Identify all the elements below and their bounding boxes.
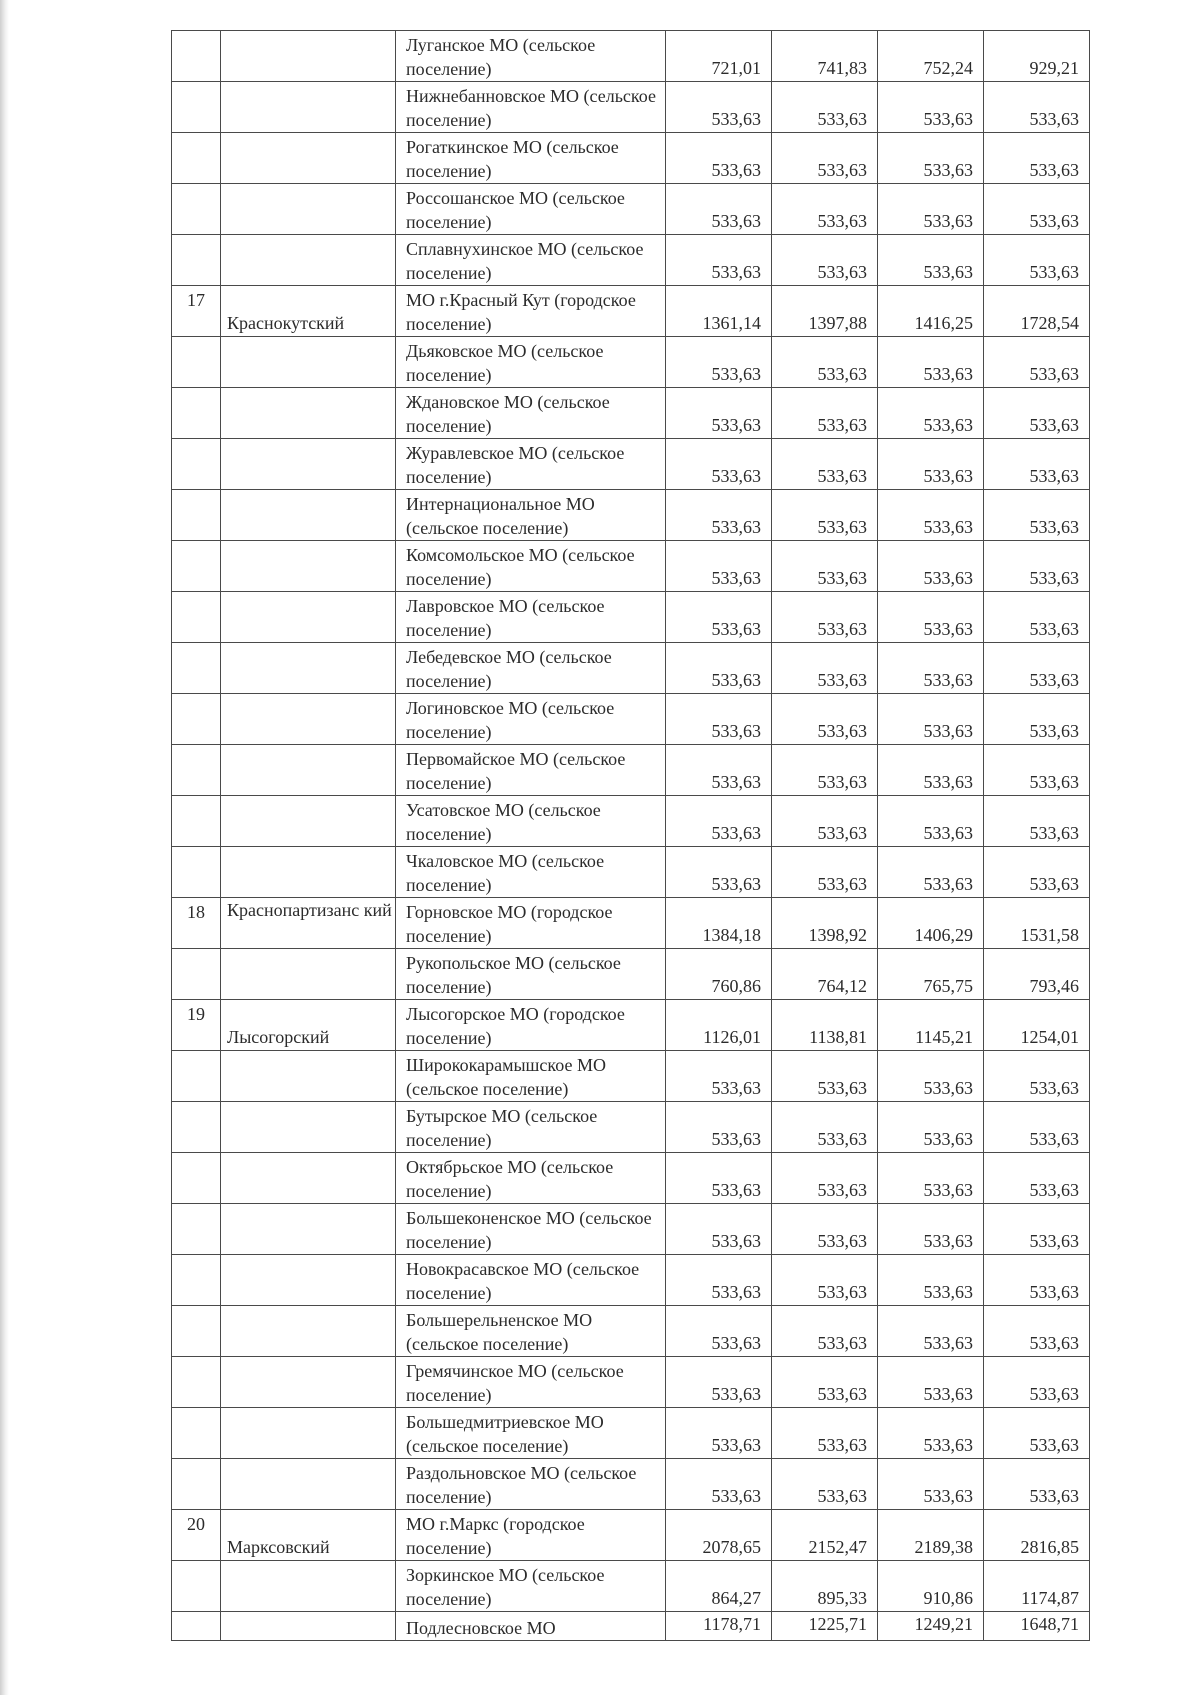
tariff-table-container: [171, 30, 1089, 1641]
value-cell-1: 533,63: [666, 388, 772, 439]
row-number-cell: 17: [172, 286, 221, 337]
row-number-cell: [172, 1051, 221, 1102]
value-cell-1: 533,63: [666, 1459, 772, 1510]
row-number-cell: [172, 1357, 221, 1408]
value-cell-3: 533,63: [878, 337, 984, 388]
district-cell: [221, 1153, 396, 1204]
district-cell: Краснопартизанс кий: [221, 898, 396, 949]
value-cell-2: 533,63: [772, 1357, 878, 1408]
table-row: [172, 898, 1090, 949]
municipality-cell: Ждановское МО (сельское поселение): [396, 388, 666, 439]
value-cell-2: 895,33: [772, 1561, 878, 1612]
value-cell-3: 533,63: [878, 694, 984, 745]
value-cell-1: 533,63: [666, 1357, 772, 1408]
row-number-cell: [172, 1153, 221, 1204]
value-cell-3: 533,63: [878, 184, 984, 235]
value-cell-3: 533,63: [878, 439, 984, 490]
district-cell: [221, 694, 396, 745]
value-cell-2: 533,63: [772, 847, 878, 898]
table-row: [172, 1255, 1090, 1306]
value-cell-2: 533,63: [772, 439, 878, 490]
value-cell-3: 752,24: [878, 31, 984, 82]
table-row: [172, 949, 1090, 1000]
district-cell: Лысогорский: [221, 1000, 396, 1051]
table-row: [172, 1204, 1090, 1255]
municipality-cell: Большерельненское МО (сельское поселение): [396, 1306, 666, 1357]
district-cell: [221, 592, 396, 643]
value-cell-4: 1254,01: [984, 1000, 1090, 1051]
municipality-cell: Первомайское МО (сельское поселение): [396, 745, 666, 796]
value-cell-2: 533,63: [772, 796, 878, 847]
row-number-cell: [172, 439, 221, 490]
row-number-cell: 20: [172, 1510, 221, 1561]
municipality-cell: Зоркинское МО (сельское поселение): [396, 1561, 666, 1612]
district-cell: [221, 1357, 396, 1408]
value-cell-2: 533,63: [772, 1255, 878, 1306]
value-cell-3: 533,63: [878, 1408, 984, 1459]
value-cell-4: 1728,54: [984, 286, 1090, 337]
value-cell-3: 1406,29: [878, 898, 984, 949]
value-cell-2: 2152,47: [772, 1510, 878, 1561]
table-row: [172, 1051, 1090, 1102]
value-cell-4: 533,63: [984, 643, 1090, 694]
municipality-cell: Логиновское МО (сельское поселение): [396, 694, 666, 745]
row-number-cell: 19: [172, 1000, 221, 1051]
table-row: [172, 847, 1090, 898]
value-cell-2: 533,63: [772, 745, 878, 796]
municipality-cell: Комсомольское МО (сельское поселение): [396, 541, 666, 592]
value-cell-3: 533,63: [878, 643, 984, 694]
municipality-cell: Ширококарамышское МО (сельское поселение): [396, 1051, 666, 1102]
row-number-cell: [172, 1561, 221, 1612]
municipality-cell: МО г.Красный Кут (городское поселение): [396, 286, 666, 337]
value-cell-2: 1397,88: [772, 286, 878, 337]
value-cell-4: 533,63: [984, 1408, 1090, 1459]
municipality-cell: Интернациональное МО (сельское поселение): [396, 490, 666, 541]
table-row: [172, 1153, 1090, 1204]
district-cell: [221, 1102, 396, 1153]
municipality-cell: Горновское МО (городское поселение): [396, 898, 666, 949]
table-row: [172, 286, 1090, 337]
row-number-cell: [172, 796, 221, 847]
value-cell-4: 793,46: [984, 949, 1090, 1000]
row-number-cell: [172, 643, 221, 694]
row-number-cell: [172, 592, 221, 643]
value-cell-1: 533,63: [666, 745, 772, 796]
value-cell-1: 721,01: [666, 31, 772, 82]
value-cell-2: 533,63: [772, 1306, 878, 1357]
value-cell-2: 533,63: [772, 643, 878, 694]
value-cell-4: 1648,71: [984, 1612, 1090, 1641]
value-cell-3: 533,63: [878, 1306, 984, 1357]
row-number-cell: [172, 82, 221, 133]
table-row: [172, 694, 1090, 745]
value-cell-1: 533,63: [666, 235, 772, 286]
district-cell: [221, 490, 396, 541]
table-row: [172, 1510, 1090, 1561]
value-cell-2: 764,12: [772, 949, 878, 1000]
district-cell: [221, 1306, 396, 1357]
value-cell-4: 533,63: [984, 133, 1090, 184]
value-cell-4: 533,63: [984, 439, 1090, 490]
value-cell-1: 1384,18: [666, 898, 772, 949]
value-cell-1: 533,63: [666, 1153, 772, 1204]
value-cell-2: 533,63: [772, 541, 878, 592]
value-cell-3: 533,63: [878, 388, 984, 439]
district-cell: [221, 643, 396, 694]
municipality-cell: Большеконенское МО (сельское поселение): [396, 1204, 666, 1255]
value-cell-2: 533,63: [772, 337, 878, 388]
row-number-cell: [172, 31, 221, 82]
row-number-cell: 18: [172, 898, 221, 949]
district-cell: [221, 1204, 396, 1255]
district-cell: [221, 745, 396, 796]
value-cell-2: 533,63: [772, 592, 878, 643]
value-cell-3: 533,63: [878, 592, 984, 643]
value-cell-2: 533,63: [772, 1051, 878, 1102]
value-cell-2: 533,63: [772, 1102, 878, 1153]
value-cell-4: 533,63: [984, 337, 1090, 388]
district-cell: [221, 541, 396, 592]
row-number-cell: [172, 1612, 221, 1641]
value-cell-4: 533,63: [984, 1306, 1090, 1357]
table-row: [172, 1357, 1090, 1408]
table-row: [172, 1306, 1090, 1357]
value-cell-3: 765,75: [878, 949, 984, 1000]
row-number-cell: [172, 184, 221, 235]
row-number-cell: [172, 337, 221, 388]
table-row: [172, 1102, 1090, 1153]
table-row: [172, 235, 1090, 286]
municipality-cell: Усатовское МО (сельское поселение): [396, 796, 666, 847]
table-row: [172, 337, 1090, 388]
district-cell: [221, 235, 396, 286]
district-cell: [221, 796, 396, 847]
municipality-cell: Нижнебанновское МО (сельское поселение): [396, 82, 666, 133]
municipality-cell: Октябрьское МО (сельское поселение): [396, 1153, 666, 1204]
value-cell-2: 533,63: [772, 184, 878, 235]
value-cell-4: 533,63: [984, 541, 1090, 592]
table-row: [172, 388, 1090, 439]
row-number-cell: [172, 694, 221, 745]
value-cell-3: 533,63: [878, 1255, 984, 1306]
row-number-cell: [172, 133, 221, 184]
value-cell-1: 1178,71: [666, 1612, 772, 1641]
value-cell-3: 533,63: [878, 796, 984, 847]
value-cell-1: 533,63: [666, 490, 772, 541]
value-cell-1: 533,63: [666, 1255, 772, 1306]
value-cell-1: 533,63: [666, 1051, 772, 1102]
municipality-cell: Журавлевское МО (сельское поселение): [396, 439, 666, 490]
municipality-cell: Раздольновское МО (сельское поселение): [396, 1459, 666, 1510]
municipality-cell: Лавровское МО (сельское поселение): [396, 592, 666, 643]
table-row: [172, 1612, 1090, 1641]
value-cell-2: 1225,71: [772, 1612, 878, 1641]
value-cell-1: 533,63: [666, 592, 772, 643]
value-cell-3: 533,63: [878, 1153, 984, 1204]
table-row: [172, 643, 1090, 694]
row-number-cell: [172, 1459, 221, 1510]
value-cell-2: 533,63: [772, 82, 878, 133]
value-cell-3: 2189,38: [878, 1510, 984, 1561]
row-number-cell: [172, 1102, 221, 1153]
value-cell-3: 533,63: [878, 1459, 984, 1510]
value-cell-3: 533,63: [878, 1102, 984, 1153]
municipality-cell: Лысогорское МО (городское поселение): [396, 1000, 666, 1051]
value-cell-1: 533,63: [666, 1408, 772, 1459]
value-cell-4: 533,63: [984, 1459, 1090, 1510]
value-cell-1: 533,63: [666, 694, 772, 745]
row-number-cell: [172, 949, 221, 1000]
value-cell-4: 929,21: [984, 31, 1090, 82]
value-cell-3: 1145,21: [878, 1000, 984, 1051]
value-cell-3: 533,63: [878, 82, 984, 133]
value-cell-2: 1138,81: [772, 1000, 878, 1051]
value-cell-1: 864,27: [666, 1561, 772, 1612]
value-cell-1: 533,63: [666, 541, 772, 592]
district-cell: [221, 31, 396, 82]
value-cell-3: 533,63: [878, 541, 984, 592]
district-cell: [221, 184, 396, 235]
district-cell: [221, 1408, 396, 1459]
value-cell-4: 1174,87: [984, 1561, 1090, 1612]
tariff-table-body: [172, 31, 1090, 1641]
table-row: [172, 82, 1090, 133]
district-cell: [221, 1459, 396, 1510]
value-cell-4: 533,63: [984, 1153, 1090, 1204]
district-cell: [221, 1051, 396, 1102]
value-cell-4: 533,63: [984, 694, 1090, 745]
district-cell: [221, 949, 396, 1000]
value-cell-1: 1361,14: [666, 286, 772, 337]
district-cell: [221, 847, 396, 898]
value-cell-1: 533,63: [666, 439, 772, 490]
value-cell-2: 533,63: [772, 1153, 878, 1204]
value-cell-3: 533,63: [878, 1204, 984, 1255]
value-cell-4: 533,63: [984, 1204, 1090, 1255]
municipality-cell: Гремячинское МО (сельское поселение): [396, 1357, 666, 1408]
table-row: [172, 1408, 1090, 1459]
value-cell-2: 533,63: [772, 133, 878, 184]
value-cell-1: 533,63: [666, 796, 772, 847]
value-cell-1: 533,63: [666, 1204, 772, 1255]
municipality-cell: Чкаловское МО (сельское поселение): [396, 847, 666, 898]
value-cell-1: 760,86: [666, 949, 772, 1000]
tariff-table: [171, 30, 1090, 1641]
value-cell-4: 533,63: [984, 1051, 1090, 1102]
value-cell-2: 533,63: [772, 490, 878, 541]
value-cell-2: 533,63: [772, 694, 878, 745]
row-number-cell: [172, 1408, 221, 1459]
row-number-cell: [172, 1306, 221, 1357]
value-cell-2: 1398,92: [772, 898, 878, 949]
municipality-cell: Россошанское МО (сельское поселение): [396, 184, 666, 235]
value-cell-3: 1416,25: [878, 286, 984, 337]
district-cell: [221, 1612, 396, 1641]
value-cell-4: 533,63: [984, 592, 1090, 643]
value-cell-3: 533,63: [878, 745, 984, 796]
value-cell-2: 533,63: [772, 1408, 878, 1459]
value-cell-4: 1531,58: [984, 898, 1090, 949]
value-cell-1: 533,63: [666, 82, 772, 133]
municipality-cell: Новокрасавское МО (сельское поселение): [396, 1255, 666, 1306]
table-row: [172, 1561, 1090, 1612]
value-cell-2: 533,63: [772, 1204, 878, 1255]
table-row: [172, 541, 1090, 592]
value-cell-2: 533,63: [772, 1459, 878, 1510]
value-cell-4: 533,63: [984, 184, 1090, 235]
district-cell: Краснокутский: [221, 286, 396, 337]
municipality-cell: Большедмитриевское МО (сельское поселение): [396, 1408, 666, 1459]
district-cell: [221, 1561, 396, 1612]
district-cell: [221, 133, 396, 184]
row-number-cell: [172, 745, 221, 796]
value-cell-3: 533,63: [878, 235, 984, 286]
value-cell-3: 910,86: [878, 1561, 984, 1612]
value-cell-4: 2816,85: [984, 1510, 1090, 1561]
value-cell-1: 533,63: [666, 184, 772, 235]
table-row: [172, 1459, 1090, 1510]
scan-edge-shadow: [0, 0, 9, 1695]
value-cell-1: 2078,65: [666, 1510, 772, 1561]
value-cell-4: 533,63: [984, 82, 1090, 133]
row-number-cell: [172, 1255, 221, 1306]
municipality-cell: Лебедевское МО (сельское поселение): [396, 643, 666, 694]
municipality-cell: Сплавнухинское МО (сельское поселение): [396, 235, 666, 286]
value-cell-3: 1249,21: [878, 1612, 984, 1641]
value-cell-1: 533,63: [666, 337, 772, 388]
value-cell-3: 533,63: [878, 490, 984, 541]
district-cell: [221, 337, 396, 388]
row-number-cell: [172, 490, 221, 541]
value-cell-2: 741,83: [772, 31, 878, 82]
row-number-cell: [172, 1204, 221, 1255]
value-cell-4: 533,63: [984, 745, 1090, 796]
table-row: [172, 1000, 1090, 1051]
value-cell-1: 533,63: [666, 1306, 772, 1357]
value-cell-1: 533,63: [666, 643, 772, 694]
value-cell-4: 533,63: [984, 796, 1090, 847]
table-row: [172, 133, 1090, 184]
table-row: [172, 745, 1090, 796]
value-cell-4: 533,63: [984, 1357, 1090, 1408]
value-cell-3: 533,63: [878, 847, 984, 898]
value-cell-4: 533,63: [984, 847, 1090, 898]
value-cell-1: 533,63: [666, 1102, 772, 1153]
district-cell: [221, 1255, 396, 1306]
district-cell: [221, 439, 396, 490]
value-cell-3: 533,63: [878, 133, 984, 184]
municipality-cell: Дьяковское МО (сельское поселение): [396, 337, 666, 388]
row-number-cell: [172, 541, 221, 592]
table-row: [172, 31, 1090, 82]
value-cell-2: 533,63: [772, 388, 878, 439]
municipality-cell: Рукопольское МО (сельское поселение): [396, 949, 666, 1000]
value-cell-1: 533,63: [666, 133, 772, 184]
row-number-cell: [172, 235, 221, 286]
row-number-cell: [172, 847, 221, 898]
municipality-cell: Бутырское МО (сельское поселение): [396, 1102, 666, 1153]
district-cell: [221, 82, 396, 133]
municipality-cell: Рогаткинское МО (сельское поселение): [396, 133, 666, 184]
value-cell-4: 533,63: [984, 1255, 1090, 1306]
table-row: [172, 184, 1090, 235]
municipality-cell: Луганское МО (сельское поселение): [396, 31, 666, 82]
district-cell: [221, 388, 396, 439]
value-cell-1: 533,63: [666, 847, 772, 898]
value-cell-4: 533,63: [984, 235, 1090, 286]
value-cell-4: 533,63: [984, 388, 1090, 439]
value-cell-3: 533,63: [878, 1051, 984, 1102]
table-row: [172, 592, 1090, 643]
value-cell-1: 1126,01: [666, 1000, 772, 1051]
row-number-cell: [172, 388, 221, 439]
value-cell-2: 533,63: [772, 235, 878, 286]
municipality-cell: МО г.Маркс (городское поселение): [396, 1510, 666, 1561]
table-row: [172, 796, 1090, 847]
value-cell-4: 533,63: [984, 490, 1090, 541]
value-cell-3: 533,63: [878, 1357, 984, 1408]
municipality-cell: Подлесновское МО: [396, 1612, 666, 1641]
table-row: [172, 439, 1090, 490]
district-cell: Марксовский: [221, 1510, 396, 1561]
table-row: [172, 490, 1090, 541]
value-cell-4: 533,63: [984, 1102, 1090, 1153]
